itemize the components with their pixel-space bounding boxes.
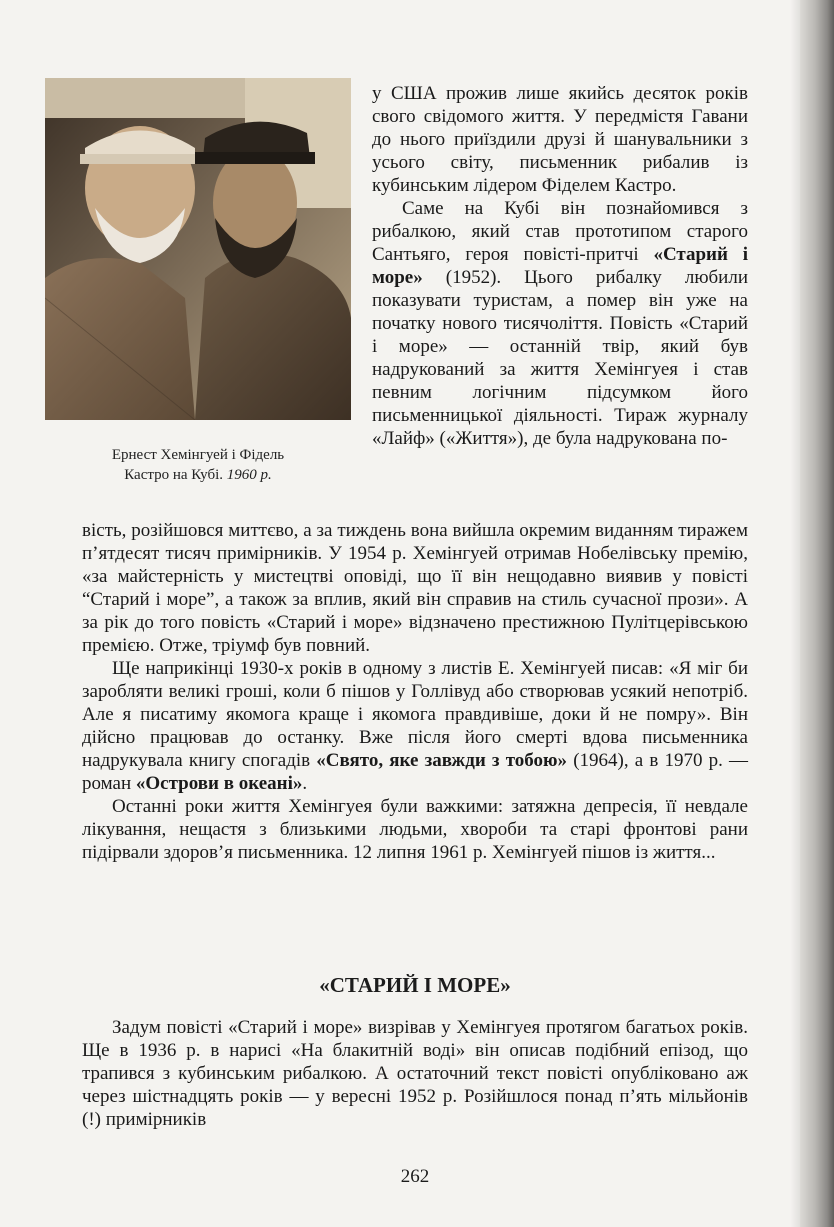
page-gutter-shadow (790, 0, 800, 1227)
right-column-text (372, 82, 748, 450)
paragraph (372, 197, 748, 450)
paragraph-text: (1964), а в 1970 р. — роман (82, 750, 749, 794)
book-title: «Свято, яке завжди з тобою» (316, 750, 568, 771)
page-edge (800, 0, 834, 1227)
paragraph-text: (1952). Цього рибалку любили показувати туристам, а помер він уже на початку нового тисячоліття. Повість «Старий і море» — останній твір, який був надрукований за життя Хемінгуея і став певним логічним підсумком його письменницької діяльності. Тираж журналу «Лайф» («Життя»), де була надрукована по- (372, 267, 748, 449)
caption-line-2 (45, 465, 351, 485)
paragraph (82, 657, 748, 795)
section-heading: «СТАРИЙ І МОРЕ» (319, 973, 511, 997)
paragraph: вість, розійшовся миттєво, а за тиждень вона вийшла окремим виданням тиражем п’ятдесят тисяч примірників. У 1954 р. Хемінгуей отримав Нобелівську премію, «за майстерність у мистецтві оповіді, що її він нещодавно виявив у повісті “Старий і море”, а також за вплив, який він справив на стиль сучасної прози». А за рік до того повість «Старий і море» відзначено престижною Пулітцерівською премією. Отже, тріумф був повний. (82, 520, 748, 656)
photo-hemingway-castro (45, 78, 351, 420)
main-text (82, 519, 748, 864)
paragraph: Останні роки життя Хемінгуея були важкими: затяжна депресія, її невдале лікування, нещастя з близькими людьми, хвороби та старі фронтові рани підірвали здоров’я письменника. 12 липня 1961 р. Хемінгуей пішов із життя... (82, 796, 748, 863)
caption-text: Кастро на Кубі. (124, 467, 227, 483)
paragraph-text: Саме на Кубі він познайомився з рибалкою, який став прототипом старого Сантьяго, героя повісті-притчі (372, 198, 748, 265)
photo-image (45, 78, 351, 420)
caption-line-1: Ернест Хемінгуей і Фідель (111, 447, 285, 463)
paragraph-text: Ще наприкінці 1930-х років в одному з листів Е. Хемінгуей писав: «Я міг би заробляти великі гроші, коли б пішов у Голлівуд або створював усякий непотріб. Але я писатиму якомога краще і якомога правдивіше, доки й не помру». Він дійсно працював до останку. Вже після його смерті вдова письменника надрукувала книгу спогадів (82, 658, 748, 771)
paragraph-text: . (302, 773, 308, 794)
section-text (82, 1016, 748, 1131)
photo-caption (45, 445, 351, 485)
caption-year: 1960 р. (226, 467, 272, 483)
paragraph: Задум повісті «Старий і море» визрівав у Хемінгуея протягом багатьох років. Ще в 1936 р. в нарисі «На блакитній воді» він описав подібний епізод, що трапився з кубинським рибалкою. А остаточний текст повісті опубліковано аж через шістнадцять років — у вересні 1952 р. Розійшлося понад п’ять мільйонів (!) примірників (82, 1017, 748, 1130)
page-number: 262 (400, 1166, 430, 1187)
book-title: «Старий і море» (372, 244, 748, 288)
paragraph: у США прожив лише якийсь десяток років свого свідомого життя. У передмістя Гавани до нього приїздили друзі й шанувальники з усього світу, письменник рибалив із кубинським лідером Фіделем Кастро. (372, 83, 748, 196)
book-title: «Острови в океані» (135, 773, 303, 794)
